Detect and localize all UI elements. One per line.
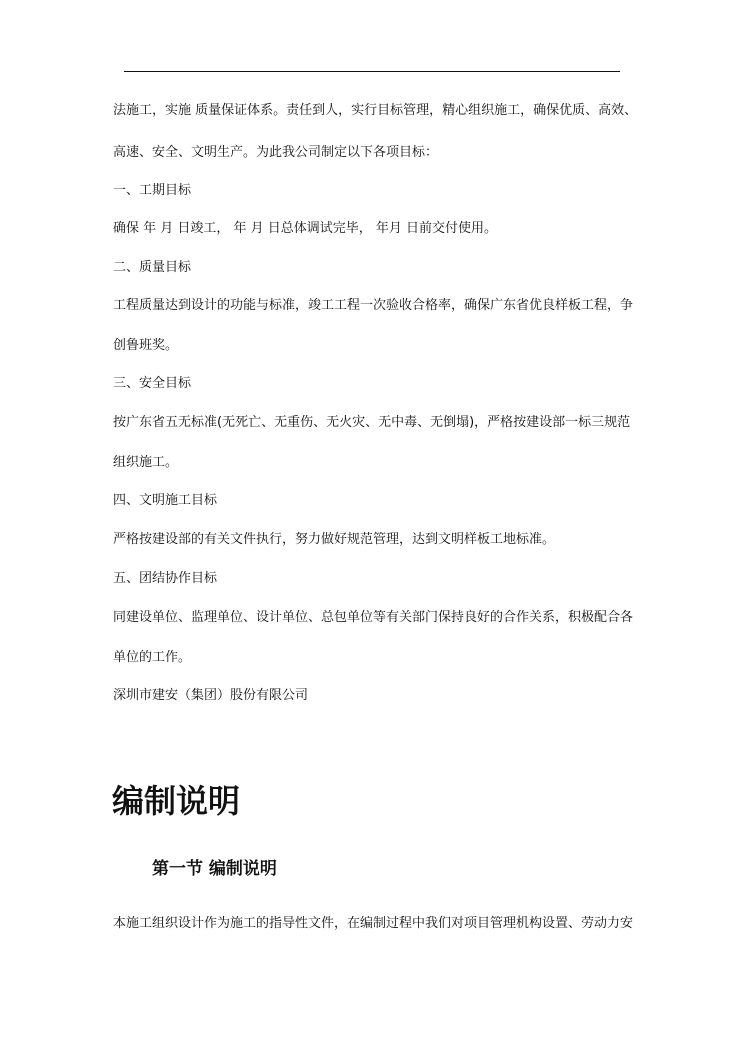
paragraph-quality-system-line2: 高速、安全、文明生产。为此我公司制定以下各项目标：: [113, 145, 439, 160]
paragraph-quality-line2: 创鲁班奖。: [113, 338, 179, 353]
header-rule: [124, 71, 620, 72]
section-heading-schedule: 一、工期目标: [113, 183, 192, 198]
section-heading-quality: 二、质量目标: [113, 260, 192, 275]
paragraph-cooperation-line1: 同建设单位、监理单位、设计单位、总包单位等有关部门保持良好的合作关系，积极配合各: [113, 610, 634, 625]
paragraph-safety-line1: 按广东省五无标准(无死亡、无重伤、无火灾、无中毒、无倒塌)，严格按建设部一标三规范: [113, 415, 631, 430]
paragraph-compilation-intro: 本施工组织设计作为施工的指导性文件，在编制过程中我们对项目管理机构设置、劳动力安: [113, 916, 634, 931]
paragraph-schedule: 确保 年 月 日竣工， 年 月 日总体调试完毕， 年月 日前交付使用。: [113, 221, 498, 236]
heading-compilation-notes: 编制说明: [112, 782, 241, 820]
paragraph-quality-line1: 工程质量达到设计的功能与标准，竣工工程一次验收合格率，确保广东省优良样板工程，争: [113, 298, 634, 313]
company-name: 深圳市建安（集团）股份有限公司: [113, 688, 309, 703]
paragraph-safety-line2: 组织施工。: [113, 455, 179, 470]
subheading-section-one: 第一节 编制说明: [152, 859, 277, 879]
paragraph-cooperation-line2: 单位的工作。: [113, 650, 192, 665]
paragraph-civilized: 严格按建设部的有关文件执行，努力做好规范管理，达到文明样板工地标准。: [113, 532, 556, 547]
section-heading-cooperation: 五、团结协作目标: [113, 571, 218, 586]
paragraph-quality-system-line1: 法施工，实施 质量保证体系。责任到人，实行目标管理，精心组织施工，确保优质、高效、: [113, 103, 638, 118]
section-heading-safety: 三、安全目标: [113, 376, 192, 391]
section-heading-civilized: 四、文明施工目标: [113, 493, 218, 508]
